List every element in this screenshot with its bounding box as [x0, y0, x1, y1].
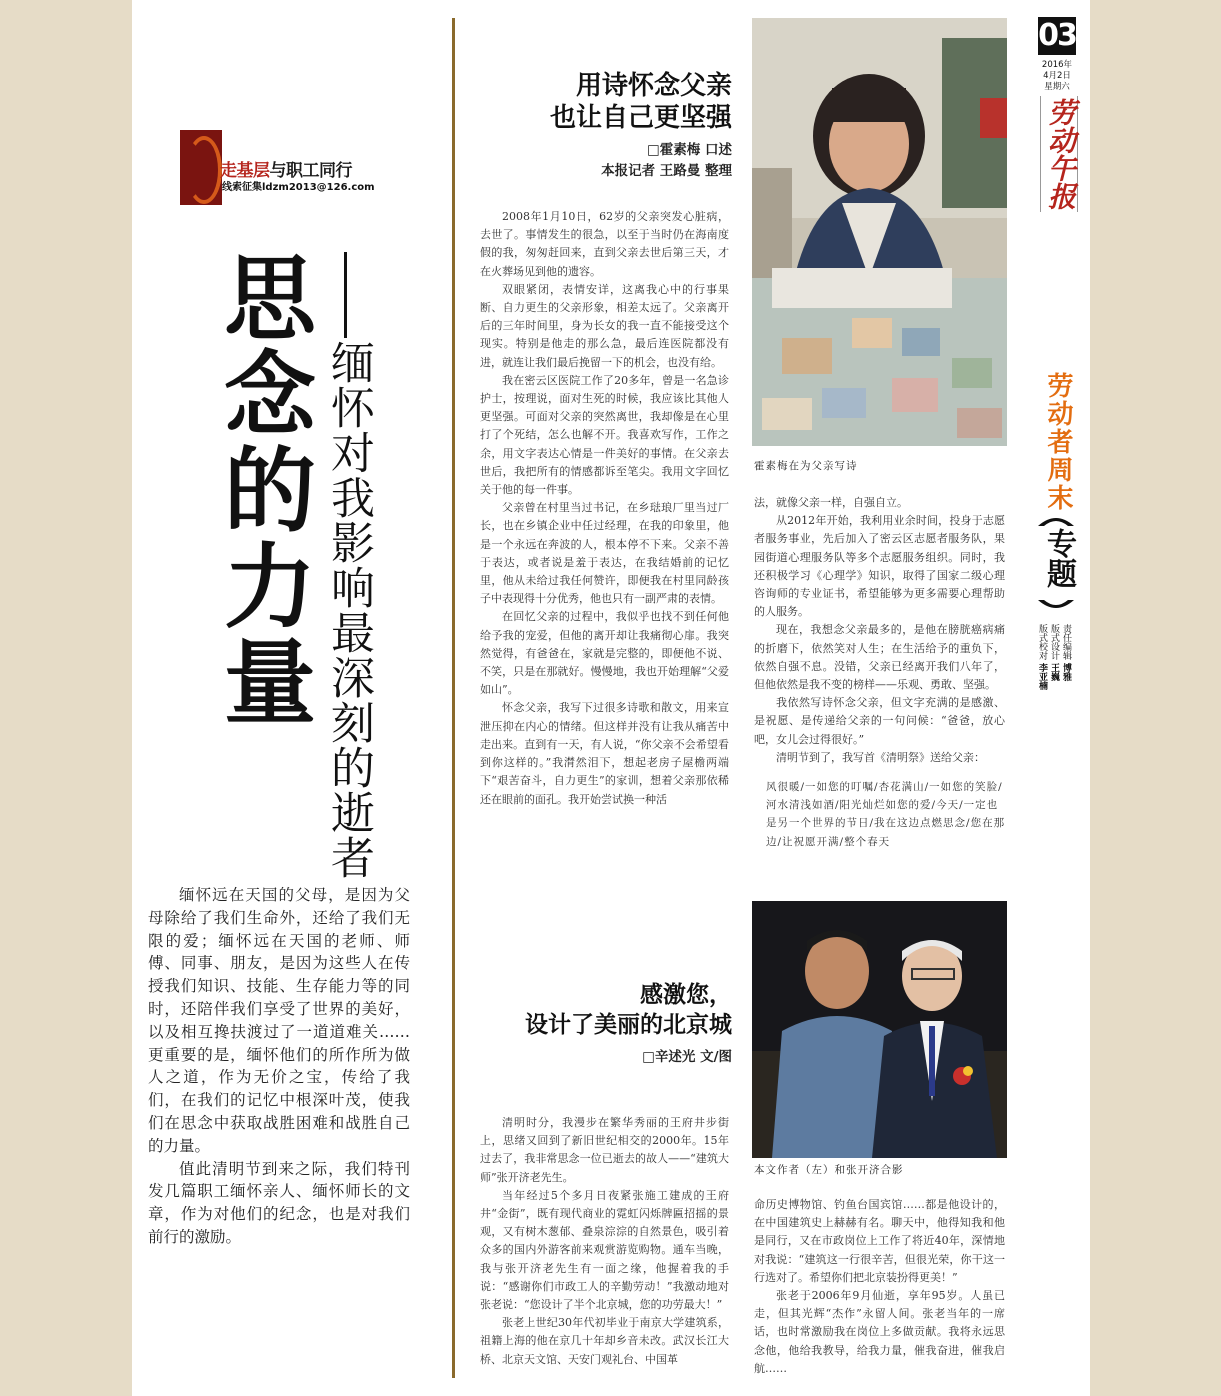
- intro-paragraph: 缅怀远在天国的父母，是因为父母除给了我们生命外，还给了我们无限的爱；缅怀远在天国的老师、师傅、同事、朋友，是因为这些人在传授我们知识、技能、生存能力等的同时，还陪伴我们享受了世界的美好，以及相互搀扶渡过了一道道难关……更重要的是，缅怀他们的所作所为做人之道，作为无价之宝，传给了我们，在我们的记忆中根深叶茂，使我们在思念中获取战胜困难和战胜自己的力量。: [148, 886, 410, 1155]
- feature-title: 思念的力量: [209, 250, 316, 730]
- credit-line: 版式设计 王巍: [1049, 624, 1059, 681]
- article1-poem: 风很暖/一如您的叮嘱/杏花满山/一如您的笑脸/河水清浅如酒/阳光灿烂如您的爱/今天/一定也是另一个世界的节日/我在这边点燃思念/您在那边/让祝愿开满/整个春天: [766, 781, 1006, 848]
- article1-column-2: 法，就像父亲一样，自强自立。 从2012年开始，我利用业余时间，投身于志愿者服务事业，先后加入了密云区志愿者服务队，果园街道心理服务队等多个志愿服务组织。同时，我还积极学习《心理学》知识，取得了国家二级心理咨询师的专业证书，希望能够为更多需要心理帮助的人服务。 现在，我想念父亲最多的，是他在膀胱癌病痛的折磨下，依然笑对人生；在生活给予的重负下，依然自强不息。没错，父亲已经离开我们八年了，但他依然是我不变的榜样——乐观、勇敢、坚强。 我依然写诗怀念父亲，但文字充满的是感激、是祝愿、是传递给父亲的一句问候：“爸爸，放心吧，女儿会过得很好。” 清明节到了，我写首《清明祭》送给父亲：: [754, 496, 1005, 764]
- intro-paragraph: 值此清明节到来之际，我们特刊发几篇职工缅怀亲人、缅怀师长的文章，作为对他们的纪念，也是对我们前行的激励。: [148, 1159, 410, 1246]
- credit-line: 版式校对 李亚楠: [1037, 624, 1047, 690]
- article2-photo: [752, 901, 1007, 1158]
- section-banner: [180, 130, 380, 205]
- page-number: 03: [1038, 18, 1076, 53]
- feature-intro: [148, 884, 410, 1249]
- article1-column-1: 2008年1月10日，62岁的父亲突发心脏病，去世了。事情发生的很急，以至于当时仍在海南度假的我，匆匆赶回来，直到父亲去世后第三天，才在火葬场见到他的遗容。 双眼紧闭，表情安详，这离我心中的行事果断、自力更生的父亲形象，相差太远了。父亲离开后的三年时间里，身为长女的我一直不能接受这个现实。特别是他走的那么急，最后连医院都没有进，就连让我们最后挽留一下的机会，也没有给。 我在密云区医院工作了20多年，曾是一名急诊护士，按理说，面对生死的时候，我应该比其他人更坚强。可面对父亲的突然离世，我却像是在心里打了个死结，怎么也解不开。我喜欢写作，工作之余，用文字表达心情是一件美好的事情。在父亲去世后，我把所有的情感都诉至笔尖。我用文字回忆关于他的每一件事。 父亲曾在村里当过书记，在乡琺琅厂里当过厂长，也在乡镇企业中任过经理，在我的印象里，他是一个永远在奔波的人，根本停不下来。父亲不善于表达，或者说是羞于表达，在我结婚前的记忆里，他从未给过我任何赞许，即便我在村里同龄孩子中表现得十分优秀，他也只有一副严肃的表情。 在回忆父亲的过程中，我似乎也找不到任何他给予我的宠爱，但他的离开却让我痛彻心扉。我突然觉得，有爸爸在，家就是完整的，即便他不说、不笑，只是在那就好。慢慢地，我也开始理解“父爱如山”。 怀念父亲，我写下过很多诗歌和散文，用来宣泄压抑在内心的情绪。但这样并没有让我从痛苦中走出来。直到有一天，有人说，“你父亲不会希望看到你这样的。”我潸然泪下，想起老房子屋檐两端下“艰苦奋斗，自力更生”的家训，想着父亲那依稀还在眼前的面孔。我开始尝试换一种活: [480, 210, 729, 806]
- two-men-photo: [752, 901, 1007, 1158]
- woman-writing-photo: [752, 18, 1007, 446]
- article1-title: 用诗怀念父亲 也让自己更坚强: [549, 71, 732, 133]
- article1-photo: [752, 18, 1007, 446]
- article2-title: 感激您， 设计了美丽的北京城: [525, 982, 732, 1038]
- editorial-credits: [1036, 624, 1072, 734]
- issue-date: 2016年 4月2日 星期六: [1041, 60, 1073, 92]
- article2-column-2: 命历史博物馆、钓鱼台国宾馆……都是他设计的，在中国建筑史上赫赫有名。聊天中，他得知我和他是同行，又在市政岗位上工作了将近40年，深情地对我说：“建筑这一行很辛苦，但很光荣，你干这一行选对了。希望你们把北京装扮得更美！” 张老于2006年9月仙逝，享年95岁。人虽已走，但其光辉“杰作”永留人间。张老当年的一席话，也时常激励我在岗位上多做贡献。我将永远思念他，他给我教导，给我力量，催我奋进，催我启航……: [754, 1198, 1005, 1375]
- article1-byline: [470, 140, 732, 182]
- banner-title: 走基层与职工同行: [220, 161, 352, 181]
- credit-line: 责任编辑 博雅: [1061, 624, 1071, 681]
- article1-photo-caption: 霍素梅在为父亲写诗: [754, 460, 858, 472]
- article2-photo-caption: 本文作者（左）和张开济合影: [754, 1164, 904, 1176]
- banner-logo-image: [180, 130, 222, 205]
- bracket-top-icon: [1036, 510, 1076, 528]
- feature-subtitle: 缅怀对我影响最深刻的逝者: [323, 340, 374, 880]
- article1-reporter: 本报记者 王路曼 整理: [601, 163, 732, 179]
- article2-column-1: 清明时分，我漫步在繁华秀丽的王府井步街上，思绪又回到了新旧世纪相交的2000年。15年过去了，我非常思念一位已逝去的故人——“建筑大师”张开济老先生。 当年经过5个多月日夜紧张施工建成的王府井“金街”，既有现代商业的霓虹闪烁牌匾招摇的景观，又有树木葱郁、叠泉淙淙的自然景色，吸引着众多的国内外游客前来观赏游览购物。通车当晚，我与张开济老先生有一面之缘，他握着我的手说：“感谢你们市政工人的辛勤劳动！”我激动地对张老说：“您设计了半个北京城，您的功劳最大！” 张老上世纪30年代初毕业于南京大学建筑系，祖籍上海的他在京几十年却乡音未改。武汉长江大桥、北京天文馆、天安门观礼台、中国革: [480, 1116, 729, 1366]
- topic-label: 专题: [1041, 528, 1076, 588]
- article2-author: □辛述光 文/图: [642, 1049, 732, 1065]
- subtitle-dash: [344, 252, 347, 338]
- newspaper-name: 劳动午报: [1040, 96, 1078, 212]
- banner-contact: 线索征集ldzm2013@126.com: [222, 182, 375, 193]
- page-margin: [1090, 0, 1221, 1396]
- bracket-bottom-icon: [1036, 598, 1076, 616]
- article1-author: □霍素梅 口述: [647, 142, 732, 158]
- column-divider: [452, 18, 455, 1378]
- column-name: 劳动者周末: [1043, 372, 1073, 512]
